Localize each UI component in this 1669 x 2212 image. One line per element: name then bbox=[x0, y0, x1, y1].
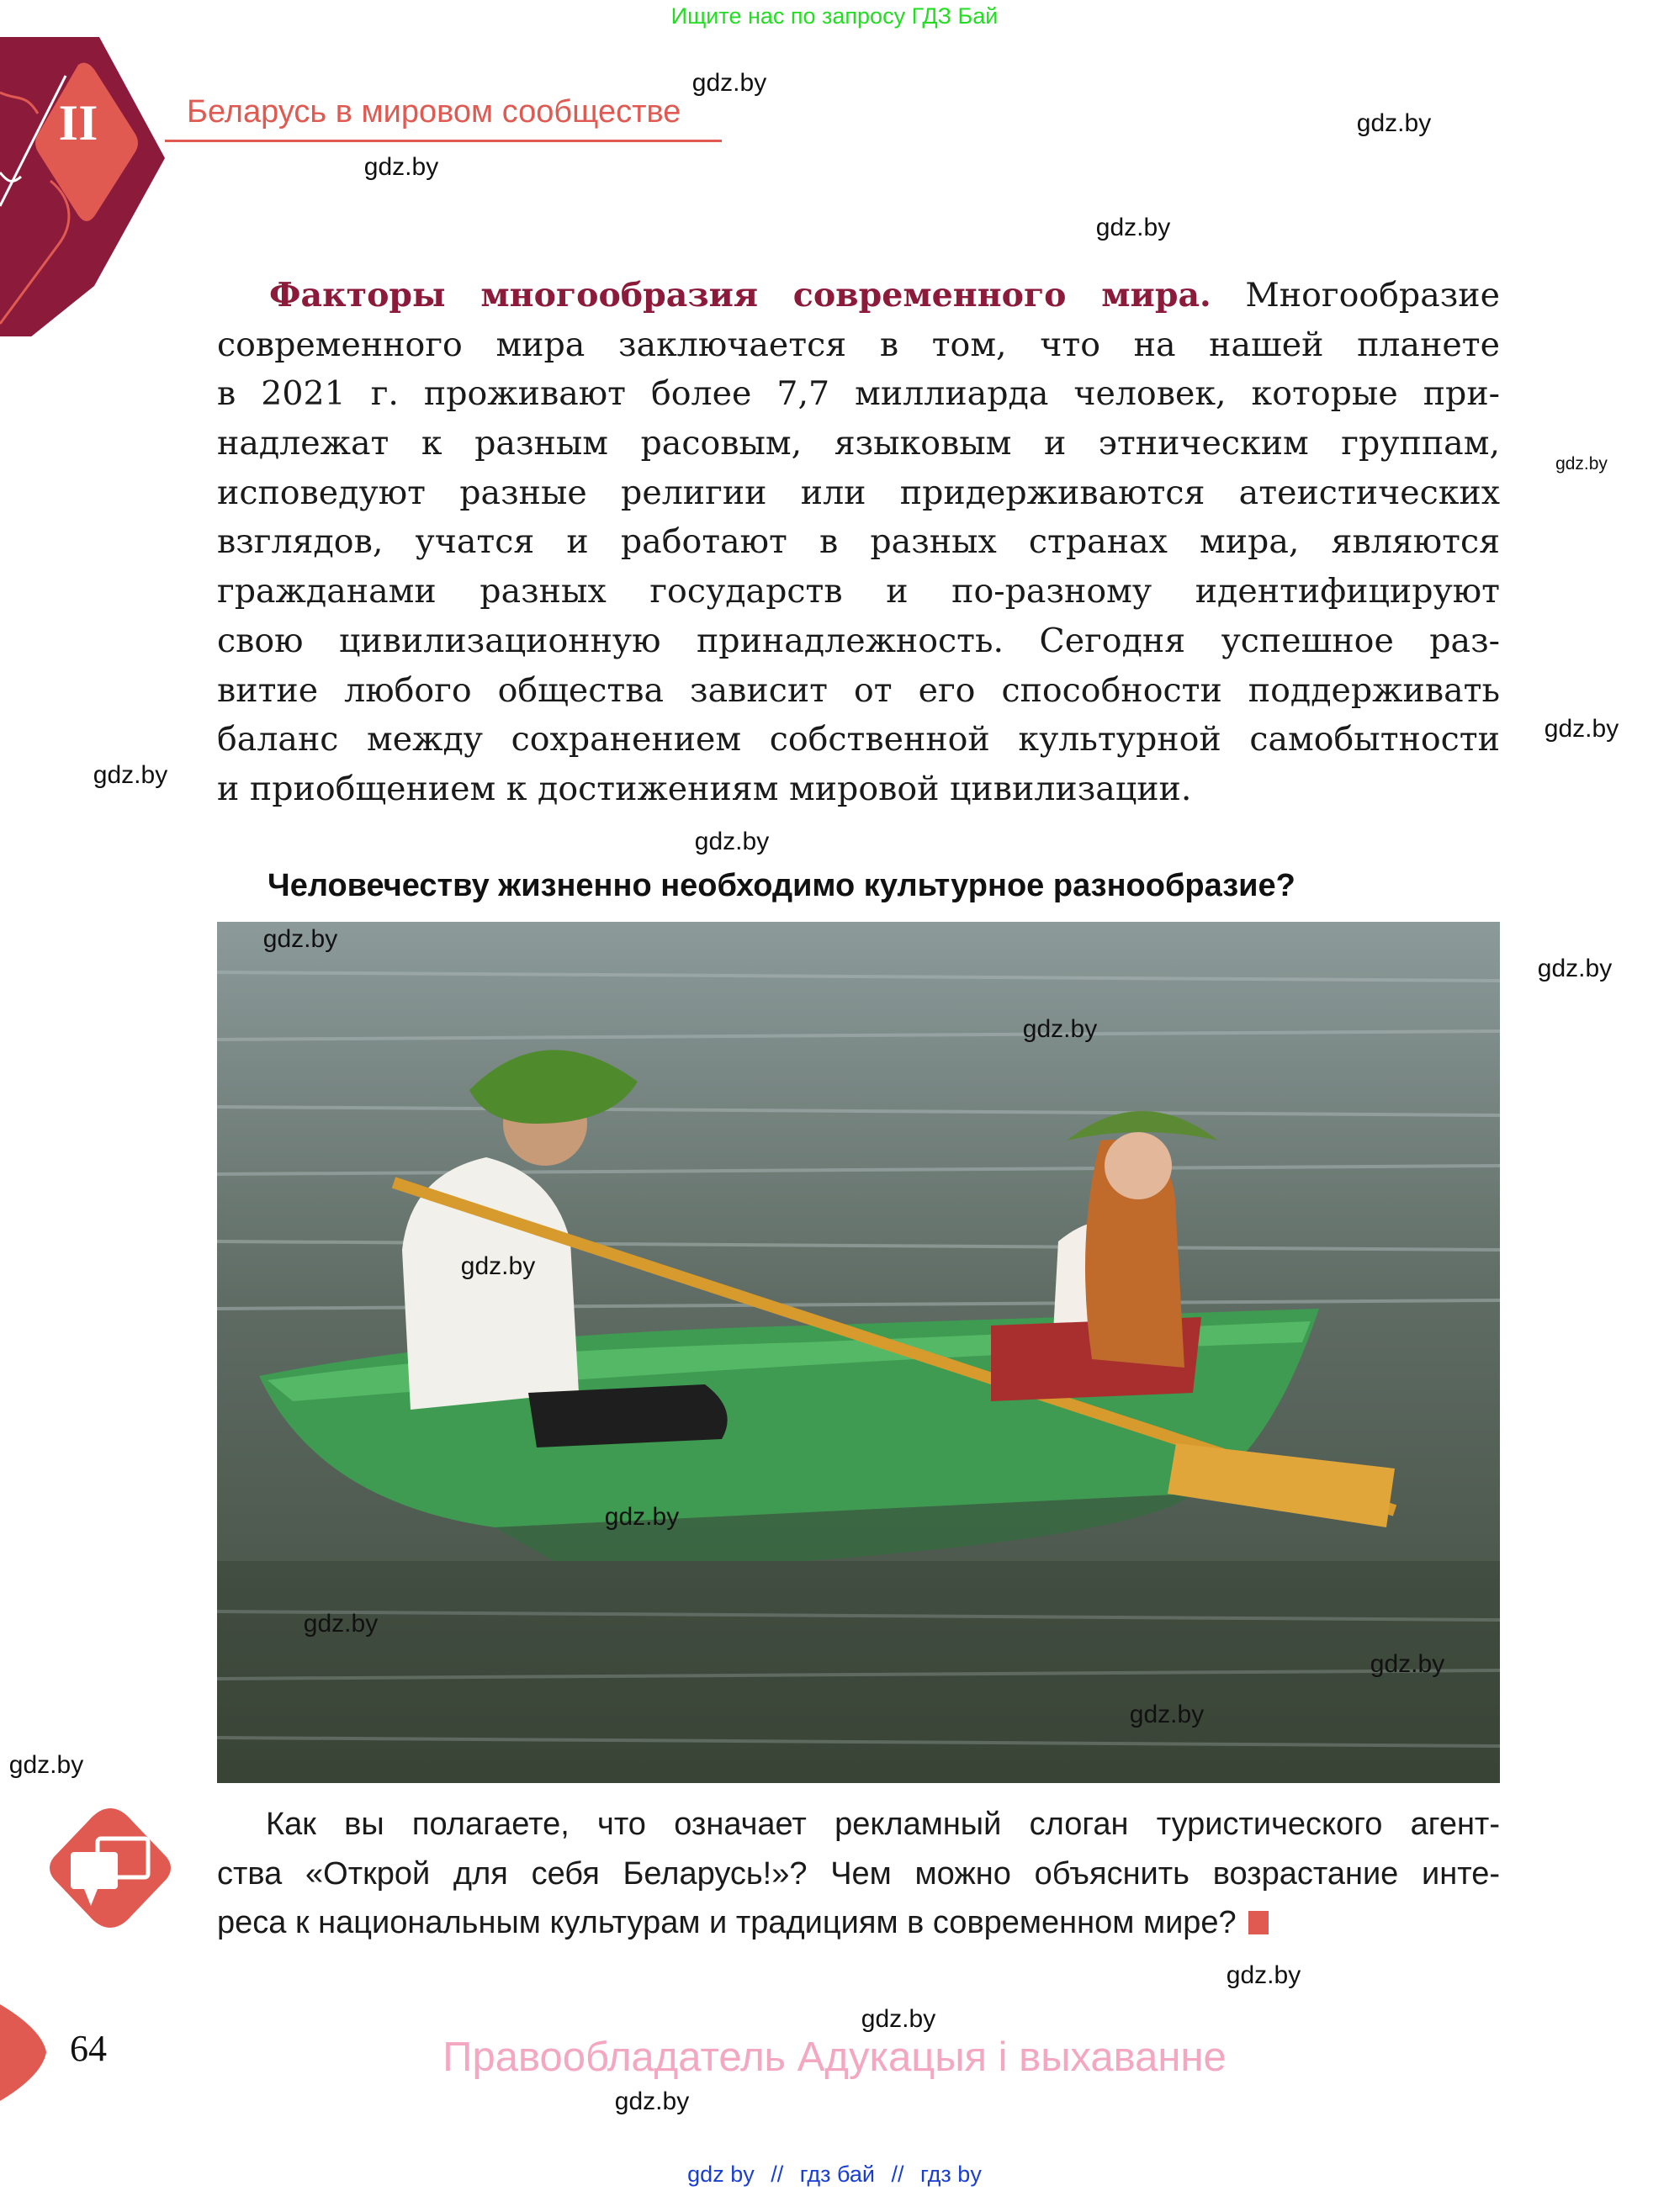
task-line-text: реса к национальным культурам и традициям в современном мире? bbox=[217, 1905, 1237, 1940]
main-paragraph bbox=[217, 271, 1500, 814]
watermark: gdz.by bbox=[691, 69, 767, 97]
section-heading: Факторы многообразия современного мира. bbox=[269, 276, 1211, 315]
task-line bbox=[217, 1898, 1500, 1948]
task-text bbox=[217, 1800, 1500, 1948]
footer-link-gdz-by[interactable]: gdz by bbox=[687, 2162, 755, 2187]
footer-link-gdz-bai[interactable]: гдз бай bbox=[799, 2162, 875, 2187]
paragraph-line: и приобщением к достижениям мировой цивилизации. bbox=[217, 769, 1192, 808]
discussion-icon bbox=[47, 1805, 173, 1931]
watermark: gdz.by bbox=[460, 1252, 536, 1280]
page-number: 64 bbox=[70, 2028, 107, 2069]
footer-links bbox=[0, 2162, 1669, 2188]
paragraph-line: в 2021 г. проживают более 7,7 миллиарда человек, которые при- bbox=[217, 374, 1500, 414]
paragraph-line: гражданами разных государств и по-разному идентифицируют bbox=[217, 572, 1500, 611]
top-banner[interactable]: Ищите нас по запросу ГДЗ Бай bbox=[670, 3, 999, 29]
paragraph-line: надлежат к разным расовым, языковым и этническим группам, bbox=[217, 424, 1500, 463]
watermark: gdz.by bbox=[262, 925, 338, 953]
watermark: gdz.by bbox=[1129, 1701, 1205, 1728]
paragraph-line: современного мира заключается в том, что на нашей планете bbox=[217, 325, 1500, 364]
watermark: gdz.by bbox=[1022, 1015, 1098, 1043]
watermark: gdz.by bbox=[614, 2088, 690, 2115]
copyright-notice: Правообладатель Адукацыя і выхаванне bbox=[442, 2035, 1227, 2080]
watermark: gdz.by bbox=[1370, 1650, 1445, 1678]
photo-boat-on-lake bbox=[217, 922, 1500, 1783]
end-marker-icon bbox=[1248, 1911, 1269, 1934]
question-heading: Человечеству жизненно необходимо культурное разнообразие? bbox=[268, 868, 1295, 903]
task-line: ства «Открой для себя Беларусь!»? Чем можно объяснить возрастание инте- bbox=[217, 1855, 1500, 1892]
watermark: gdz.by bbox=[303, 1610, 379, 1638]
paragraph-line: исповедуют разные религии или придерживаются атеистических bbox=[217, 473, 1500, 512]
watermark: gdz.by bbox=[1226, 1961, 1301, 1989]
watermark: gdz.by bbox=[363, 153, 439, 181]
paragraph-line: баланс между сохранением собственной культурной самобытности bbox=[217, 720, 1500, 759]
paragraph-line bbox=[217, 271, 1500, 320]
chapter-number: II bbox=[58, 95, 98, 151]
chapter-title: Беларусь в мировом сообществе bbox=[187, 94, 681, 130]
watermark: gdz.by bbox=[1537, 955, 1613, 982]
watermark: gdz.by bbox=[1544, 715, 1619, 743]
footer-separator: // bbox=[891, 2162, 904, 2187]
watermark: gdz.by bbox=[93, 761, 168, 789]
watermark: gdz.by bbox=[604, 1503, 680, 1531]
chapter-underline bbox=[165, 140, 722, 142]
chapter-badge bbox=[0, 34, 202, 336]
watermark: gdz.by bbox=[1095, 214, 1171, 241]
watermark: gdz.by bbox=[861, 2005, 936, 2033]
paragraph-line: свою цивилизационную принадлежность. Сегодня успешное раз- bbox=[217, 621, 1500, 660]
watermark: gdz.by bbox=[8, 1751, 84, 1779]
paragraph-line: взглядов, учатся и работают в разных странах мира, являются bbox=[217, 522, 1500, 562]
watermark: gdz.by bbox=[1555, 454, 1608, 474]
paragraph-text: Многообразие bbox=[1211, 276, 1500, 315]
paragraph-line: витие любого общества зависит от его способности поддерживать bbox=[217, 670, 1500, 710]
task-line: Как вы полагаете, что означает рекламный слоган туристического агент- bbox=[266, 1807, 1500, 1842]
footer-link-gdz-by-2[interactable]: гдз by bbox=[920, 2162, 982, 2187]
watermark: gdz.by bbox=[1356, 109, 1432, 137]
watermark: gdz.by bbox=[694, 828, 770, 855]
footer-separator: // bbox=[771, 2162, 784, 2187]
